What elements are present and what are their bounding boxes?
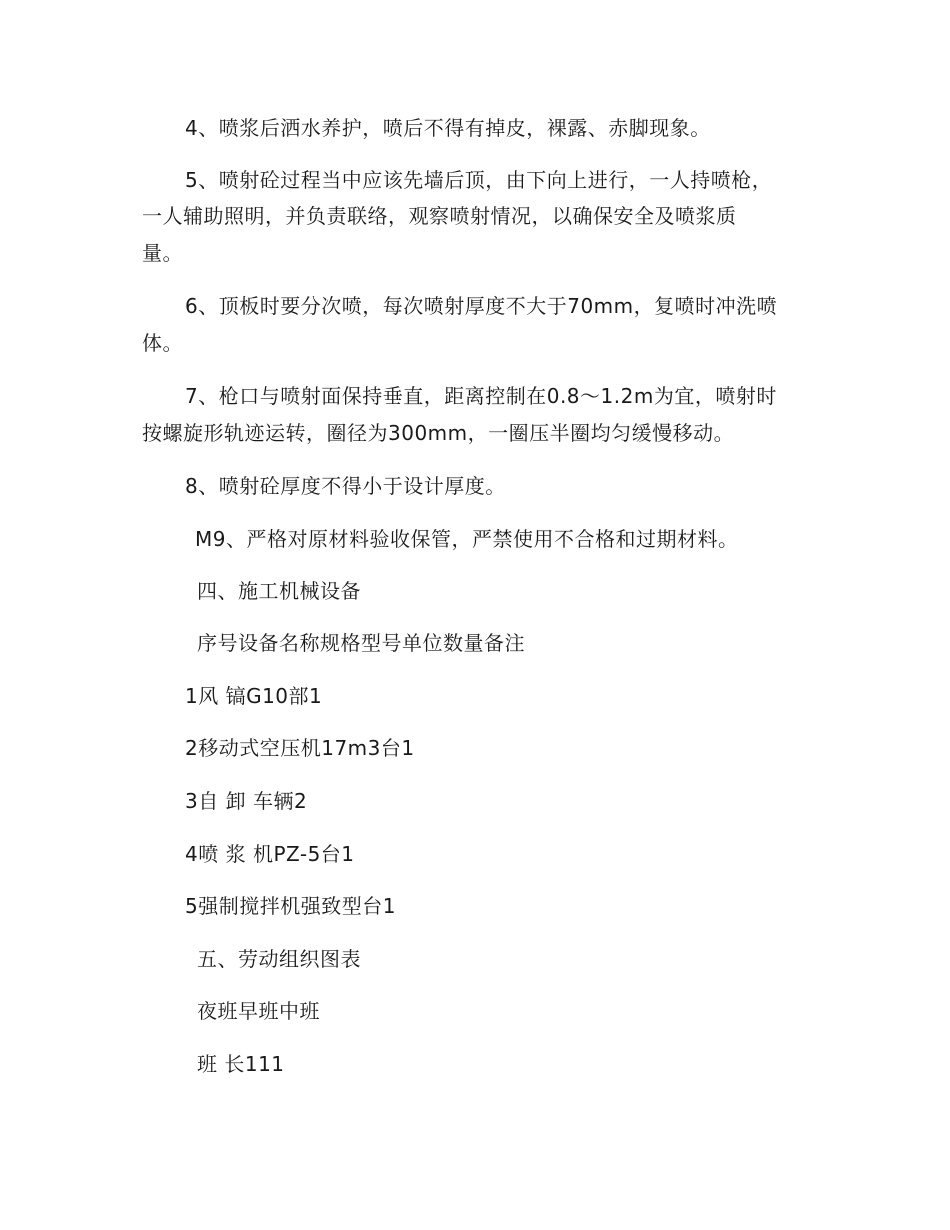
list-item-8: 8、喷射砼厚度不得小于设计厚度。 xyxy=(185,474,506,498)
list-item-5-line-1: 5、喷射砼过程当中应该先墙后顶，由下向上进行，一人持喷枪， xyxy=(185,168,773,192)
list-item-4: 4、喷浆后洒水养护，喷后不得有掉皮，裸露、赤脚现象。 xyxy=(185,116,711,140)
labor-row: 班 长111 xyxy=(197,1052,285,1076)
equipment-row: 2移动式空压机17m3台1 xyxy=(185,736,415,760)
list-item-5-line-2: 一人辅助照明，并负责联络，观察喷射情况，以确保安全及喷浆质 xyxy=(142,204,737,228)
equipment-header: 序号设备名称规格型号单位数量备注 xyxy=(197,631,525,655)
equipment-row: 3自 卸 车辆2 xyxy=(185,789,308,813)
labor-header: 夜班早班中班 xyxy=(197,999,320,1023)
section-4-title: 四、施工机械设备 xyxy=(197,579,361,603)
equipment-row: 5强制搅拌机强致型台1 xyxy=(185,894,396,918)
list-item-5-line-3: 量。 xyxy=(142,241,183,265)
list-item-7-line-1: 7、枪口与喷射面保持垂直，距离控制在0.8～1.2m为宜，喷射时 xyxy=(185,384,777,408)
list-item-9: M9、严格对原材料验收保管，严禁使用不合格和过期材料。 xyxy=(195,527,739,551)
list-item-6-line-1: 6、顶板时要分次喷，每次喷射厚度不大于70mm，复喷时冲洗喷 xyxy=(185,294,778,318)
list-item-6-line-2: 体。 xyxy=(142,331,183,355)
equipment-row: 4喷 浆 机PZ-5台1 xyxy=(185,842,355,866)
section-5-title: 五、劳动组织图表 xyxy=(197,947,361,971)
list-item-7-line-2: 按螺旋形轨迹运转，圈径为300mm，一圈压半圈均匀缓慢移动。 xyxy=(142,421,735,445)
equipment-row: 1风 镐G10部1 xyxy=(185,684,323,708)
